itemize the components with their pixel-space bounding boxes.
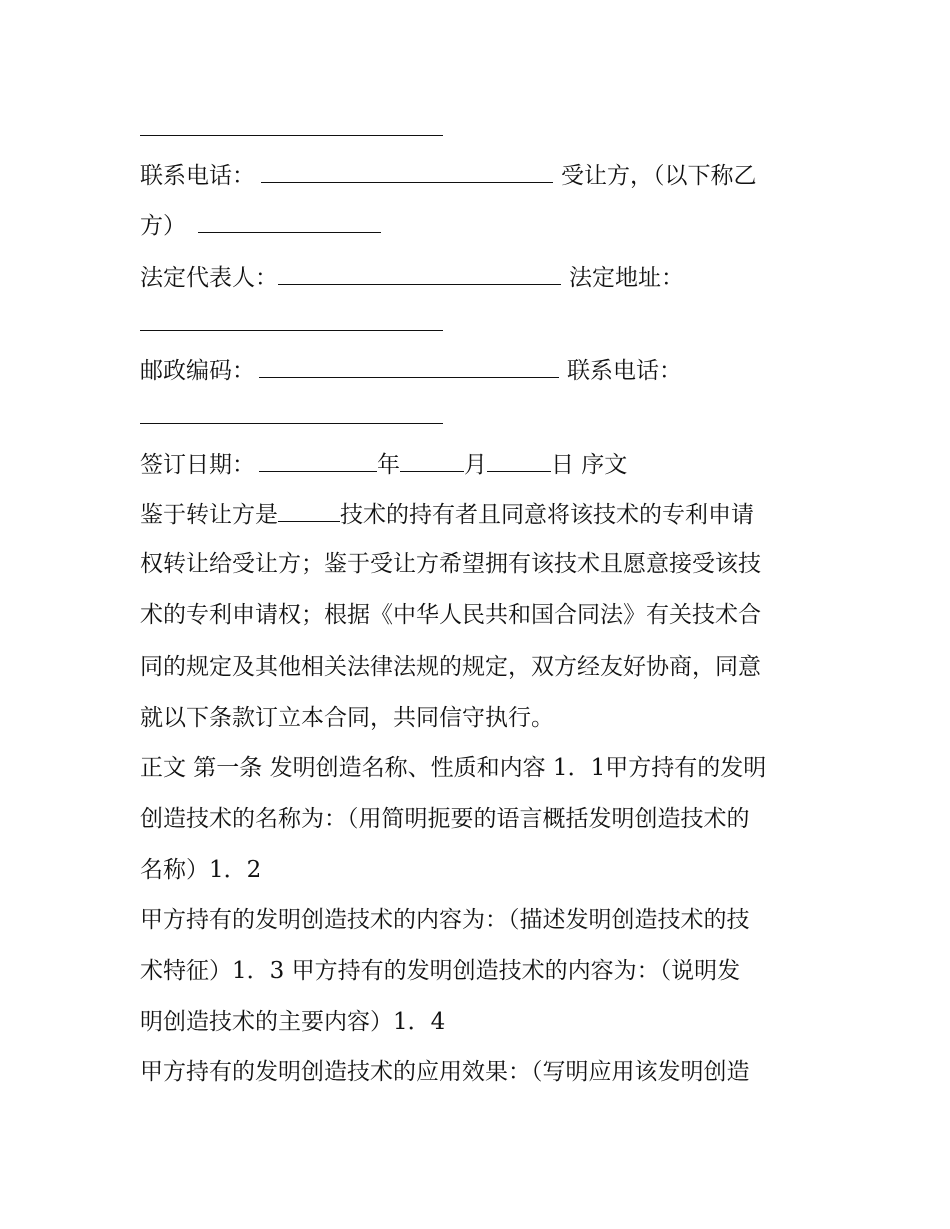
- blank-day[interactable]: [487, 449, 551, 472]
- assignee-intro: 受让方，（以下称乙: [561, 163, 757, 189]
- body-line-2: 创造技术的名称为：（用简明扼要的语言概括发明创造技术的: [140, 806, 750, 832]
- blank-phone-field[interactable]: [261, 160, 553, 183]
- blank-phone-2[interactable]: [140, 423, 443, 424]
- body-line-5: 术特征）1．3 甲方持有的发明创造技术的内容为：（说明发: [140, 958, 741, 984]
- preface-line-1: [140, 499, 820, 530]
- preface-text-1b: 技术的持有者且同意将该技术的专利申请: [340, 502, 754, 528]
- preface-line-3: 术的专利申请权；根据《中华人民共和国合同法》有关技术合: [140, 602, 761, 628]
- blank-year[interactable]: [259, 449, 377, 472]
- body-line-3: 名称）1．2: [140, 857, 262, 883]
- preface-line-4: 同的规定及其他相关法律法规的规定，双方经友好协商，同意: [140, 654, 761, 680]
- body-line-1: 正文 第一条 发明创造名称、性质和内容 1．1甲方持有的发明: [140, 755, 767, 781]
- blank-month[interactable]: [400, 449, 464, 472]
- label-day-preface: 日 序文: [551, 452, 628, 478]
- preface-line-2: 权转让给受让方；鉴于受让方希望拥有该技术且愿意接受该技: [140, 551, 761, 577]
- party-b-label: 方）: [140, 213, 186, 239]
- label-month: 月: [464, 452, 487, 478]
- blank-postcode[interactable]: [259, 355, 559, 378]
- phone-line: [140, 160, 820, 191]
- label-legal-address: 法定地址：: [569, 265, 684, 291]
- blank-legal-address[interactable]: [140, 330, 443, 331]
- party-b-line: [140, 210, 820, 241]
- postcode-line: [140, 355, 820, 386]
- legal-rep-line: [140, 262, 820, 293]
- label-phone: 联系电话：: [140, 163, 255, 189]
- body-line-4: 甲方持有的发明创造技术的内容为：（描述发明创造技术的技: [140, 907, 750, 933]
- body-line-6: 明创造技术的主要内容）1．4: [140, 1009, 446, 1035]
- blank-line-address-continuation[interactable]: [140, 135, 443, 136]
- body-line-7: 甲方持有的发明创造技术的应用效果：（写明应用该发明创造: [140, 1059, 750, 1085]
- preface-line-5: 就以下条款订立本合同，共同信守执行。: [140, 705, 554, 731]
- blank-party-b-name[interactable]: [198, 210, 381, 233]
- label-legal-rep: 法定代表人：: [140, 265, 278, 291]
- label-year: 年: [377, 452, 400, 478]
- label-sign-date: 签订日期：: [140, 452, 255, 478]
- blank-technology-name[interactable]: [278, 499, 340, 522]
- sign-date-line: [140, 449, 820, 480]
- preface-text-1a: 鉴于转让方是: [140, 502, 278, 528]
- label-postcode: 邮政编码：: [140, 358, 255, 384]
- blank-legal-rep[interactable]: [278, 262, 561, 285]
- label-phone-2: 联系电话：: [567, 358, 682, 384]
